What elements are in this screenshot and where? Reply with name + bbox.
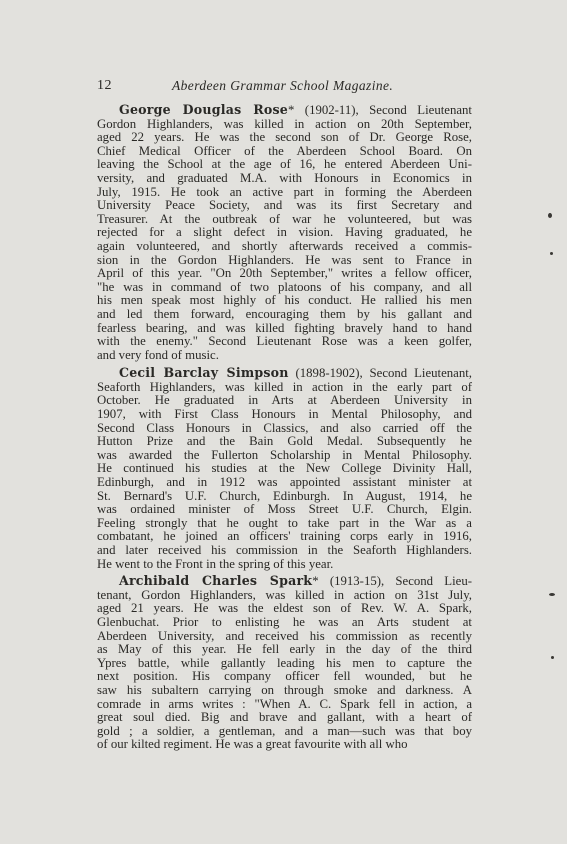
- text-line: 1907, with First Class Honours in Mental Philosophy, and: [97, 407, 472, 422]
- text-line: again volunteered, and shortly afterwards received a commis-: [97, 238, 472, 253]
- text-line: and led them forward, encouraging them by his gallant and: [97, 306, 472, 321]
- text-line: aged 22 years. He was the second son of Dr. George Rose,: [97, 130, 472, 145]
- text-line: Hutton Prize and the Bain Gold Medal. Subsequently he: [97, 434, 472, 449]
- text-line: leaving the School at the age of 16, he entered Aberdeen Uni-: [97, 157, 472, 172]
- text-line: aged 21 years. He was the eldest son of Rev. W. A. Spark,: [97, 601, 472, 616]
- page-number: 12: [97, 78, 112, 93]
- text-line: Second Class Honours in Classics, and also carried off the: [97, 420, 472, 435]
- person-name: George Douglas Rose: [119, 102, 288, 117]
- text-line: Edinburgh, and in 1912 was appointed assistant minister at: [97, 475, 472, 490]
- text-line: was ordained minister of Moss Street U.F. Church, Elgin.: [97, 502, 472, 517]
- person-name: Cecil Barclay Simpson: [119, 365, 289, 381]
- text-line: fearless bearing, and was killed fighting bravely hand to hand: [97, 320, 472, 335]
- text-line: October. He graduated in Arts at Aberdeen University in: [97, 393, 472, 408]
- obituary-entry: [97, 103, 472, 362]
- running-title: Aberdeen Grammar School Magazine.: [172, 78, 394, 93]
- text-line: Chief Medical Officer of the Aberdeen School Board. On: [97, 143, 472, 158]
- scan-speck: [548, 213, 552, 218]
- scan-speck: [550, 252, 553, 255]
- scan-speck: [549, 593, 555, 596]
- text-line: Archibald Charles Spark* (1913-15), Second Lieu-: [119, 573, 472, 589]
- text-line: University Peace Society, and was its first Secretary and: [97, 198, 472, 213]
- text-line: Seaforth Highlanders, was killed in action in the early part of: [97, 379, 472, 394]
- text-line: as May of this year. He fell early in the day of the third: [97, 642, 472, 657]
- text-line: Gordon Highlanders, was killed in action on 20th September,: [97, 116, 472, 131]
- scan-speck: [551, 656, 554, 659]
- obituary-column: [97, 103, 472, 752]
- text-line: and later received his commission in the Seaforth Highlanders.: [97, 543, 472, 557]
- text-line: Ypres battle, while gallantly leading his men to capture the: [97, 655, 472, 670]
- text-line: Treasurer. At the outbreak of war he volunteered, but was: [97, 211, 472, 226]
- text-line: He continued his studies at the New College Divinity Hall,: [97, 461, 472, 476]
- obituary-entry: [97, 574, 472, 752]
- text-line: April of this year. "On 20th September," writes a fellow officer,: [97, 266, 472, 281]
- obituary-entry: [97, 366, 472, 571]
- text-line: rejected for a slight defect in vision. Having graduated, he: [97, 225, 472, 240]
- text-line: comrade in arms writes : "When A. C. Spark fell in action, a: [97, 696, 472, 711]
- text-line: He went to the Front in the spring of this year.: [97, 556, 334, 571]
- text-line: his men speak most highly of his conduct. He rallied his men: [97, 293, 472, 308]
- text-line: George Douglas Rose* (1902-11), Second Lieutenant: [119, 102, 472, 117]
- text-line: versity, and graduated M.A. with Honours in Economics in: [97, 170, 472, 185]
- text-line: gold ; a soldier, a gentleman, and a man—such was that boy: [97, 723, 472, 738]
- text-line: combatant, he joined an officers' training corps early in 1916,: [97, 529, 472, 544]
- text-line: tenant, Gordon Highlanders, was killed in action on 31st July,: [97, 587, 472, 602]
- text-line: Cecil Barclay Simpson (1898-1902), Second Lieutenant,: [119, 365, 472, 381]
- text-line: "he was in command of two platoons of his company, and all: [97, 279, 472, 294]
- text-line: Glenbuchat. Prior to enlisting he was an Arts student at: [97, 614, 472, 629]
- page-header: [97, 78, 471, 98]
- text-line: St. Bernard's U.F. Church, Edinburgh. In August, 1914, he: [97, 488, 472, 503]
- text-line: Aberdeen University, and received his commission as recently: [97, 628, 472, 643]
- text-line: Feeling strongly that he ought to take part in the War as a: [97, 515, 472, 530]
- text-line: was awarded the Fullerton Scholarship in Mental Philosophy.: [97, 447, 472, 462]
- text-line: next position. His company officer fell wounded, but he: [97, 669, 472, 684]
- person-name: Archibald Charles Spark: [119, 573, 313, 589]
- text-line: and very fond of music.: [97, 347, 219, 362]
- text-line: sion in the Gordon Highlanders. He was sent to France in: [97, 252, 472, 267]
- text-line: saw his subaltern carrying on through smoke and darkness. A: [97, 682, 472, 697]
- text-line: great soul died. Big and brave and gallant, with a heart of: [97, 710, 472, 725]
- text-line: of our kilted regiment. He was a great favourite with all who: [97, 737, 408, 752]
- text-line: with the enemy." Second Lieutenant Rose was a keen golfer,: [97, 334, 472, 349]
- text-line: July, 1915. He took an active part in forming the Aberdeen: [97, 184, 472, 199]
